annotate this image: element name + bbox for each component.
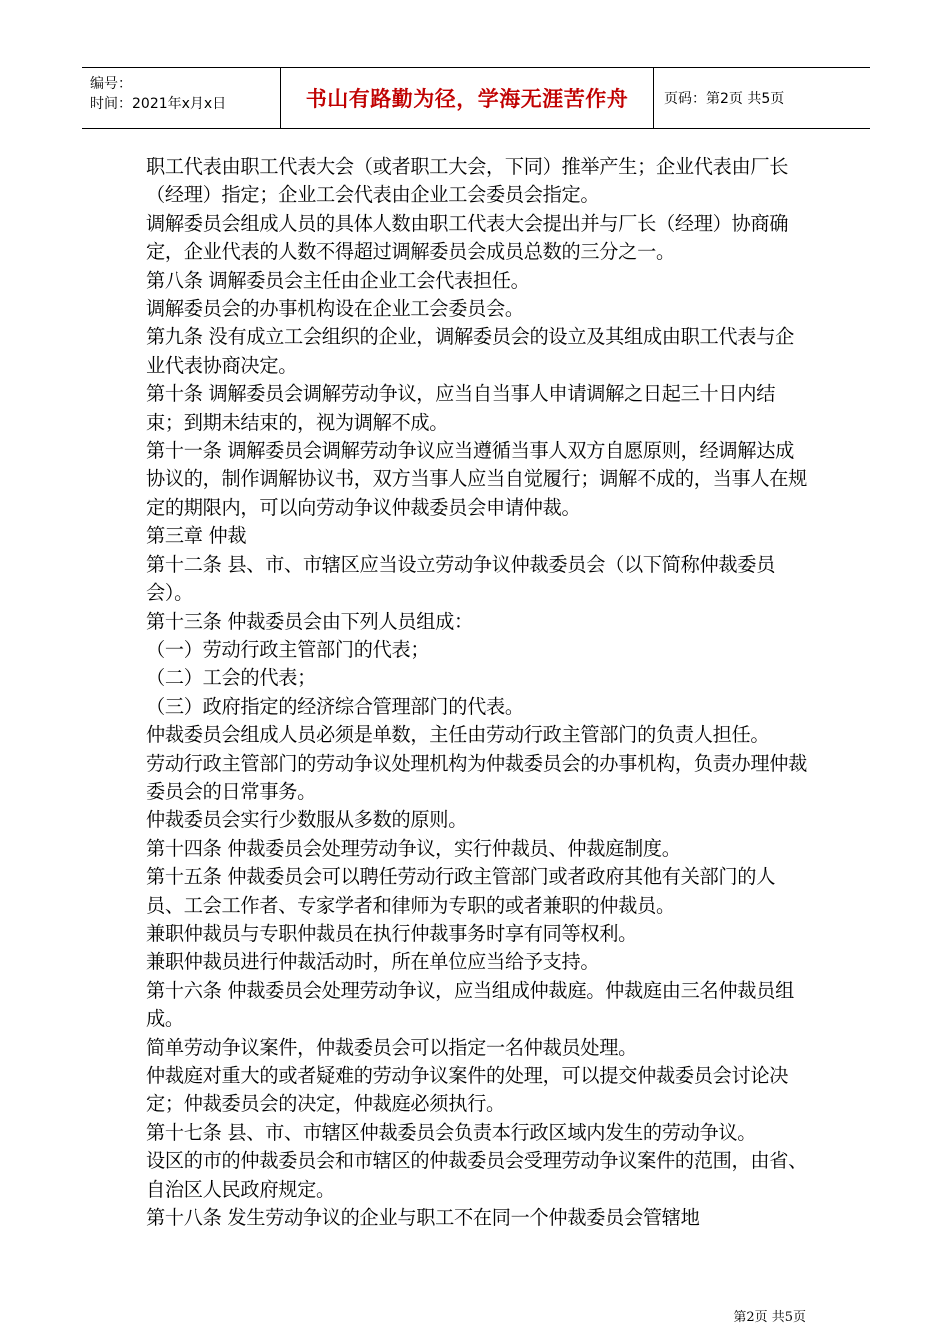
paragraph: 调解委员会的办事机构设在企业工会委员会。 [146,297,524,321]
paragraph: 第十条 调解委员会调解劳动争议，应当自当事人申请调解之日起三十日内结束；到期未结束的，视为调解不成。 [146,382,776,434]
document-body [146,153,810,1232]
paragraph: 劳动行政主管部门的劳动争议处理机构为仲裁委员会的办事机构，负责办理仲裁委员会的日常事务。 [146,751,808,803]
document-date-label: 时间：2021年x月x日 [90,96,227,112]
paragraph: 第十四条 仲裁委员会处理劳动争议，实行仲裁员、仲裁庭制度。 [146,836,681,860]
header-motto: 书山有路勤为径，学海无涯苦作舟 [281,68,654,128]
paragraph: 第十六条 仲裁委员会处理劳动争议，应当组成仲裁庭。仲裁庭由三名仲裁员组成。 [146,978,794,1031]
list-item: （一）劳动行政主管部门的代表； [146,637,430,661]
paragraph: 仲裁委员会实行少数服从多数的原则。 [146,808,468,832]
list-item: （三）政府指定的经济综合管理部门的代表。 [146,694,524,718]
paragraph: 第十二条 县、市、市辖区应当设立劳动争议仲裁委员会（以下简称仲裁委员会）。 [146,552,776,605]
paragraph: 简单劳动争议案件，仲裁委员会可以指定一名仲裁员处理。 [146,1035,638,1059]
page-footer: 第2页 共5页 [733,1310,806,1325]
paragraph: 第九条 没有成立工会组织的企业，调解委员会的设立及其组成由职工代表与企业代表协商决定。 [146,325,794,377]
page-header [82,67,870,129]
paragraph: 职工代表由职工代表大会（或者职工大会，下同）推举产生；企业代表由厂长（经理）指定；企业工会代表由企业工会委员会指定。 [146,155,789,207]
paragraph: 第十五条 仲裁委员会可以聘任劳动行政主管部门或者政府其他有关部门的人员、工会工作者、专家学者和律师为专职的或者兼职的仲裁员。 [146,865,776,917]
paragraph: 第十三条 仲裁委员会由下列人员组成： [146,609,473,633]
paragraph: 第十七条 县、市、市辖区仲裁委员会负责本行政区域内发生的劳动争议。 [146,1120,757,1144]
document-number-label: 编号： [90,76,132,92]
header-page-info: 页码：第2页 共5页 [664,91,785,107]
paragraph: 第十八条 发生劳动争议的企业与职工不在同一个仲裁委员会管辖地 [146,1206,700,1230]
paragraph: 兼职仲裁员进行仲裁活动时，所在单位应当给予支持。 [146,950,600,974]
paragraph: 第八条 调解委员会主任由企业工会代表担任。 [146,268,530,292]
paragraph: 仲裁庭对重大的或者疑难的劳动争议案件的处理，可以提交仲裁委员会讨论决定；仲裁委员会的决定，仲裁庭必须执行。 [146,1064,789,1116]
list-item: （二）工会的代表； [146,666,316,690]
paragraph: 兼职仲裁员与专职仲裁员在执行仲裁事务时享有同等权利。 [146,921,638,945]
paragraph: 调解委员会组成人员的具体人数由职工代表大会提出并与厂长（经理）协商确定，企业代表的人数不得超过调解委员会成员总数的三分之一。 [146,211,789,264]
paragraph: 第十一条 调解委员会调解劳动争议应当遵循当事人双方自愿原则，经调解达成协议的，制作调解协议书，双方当事人应当自觉履行；调解不成的，当事人在规定的期限内，可以向劳动争议仲裁委员会申请仲裁。 [146,439,808,519]
header-meta [82,68,281,128]
paragraph: 设区的市的仲裁委员会和市辖区的仲裁委员会受理劳动争议案件的范围，由省、自治区人民政府规定。 [146,1149,808,1201]
paragraph: 仲裁委员会组成人员必须是单数，主任由劳动行政主管部门的负责人担任。 [146,723,770,747]
chapter-heading: 第三章 仲裁 [146,524,247,548]
